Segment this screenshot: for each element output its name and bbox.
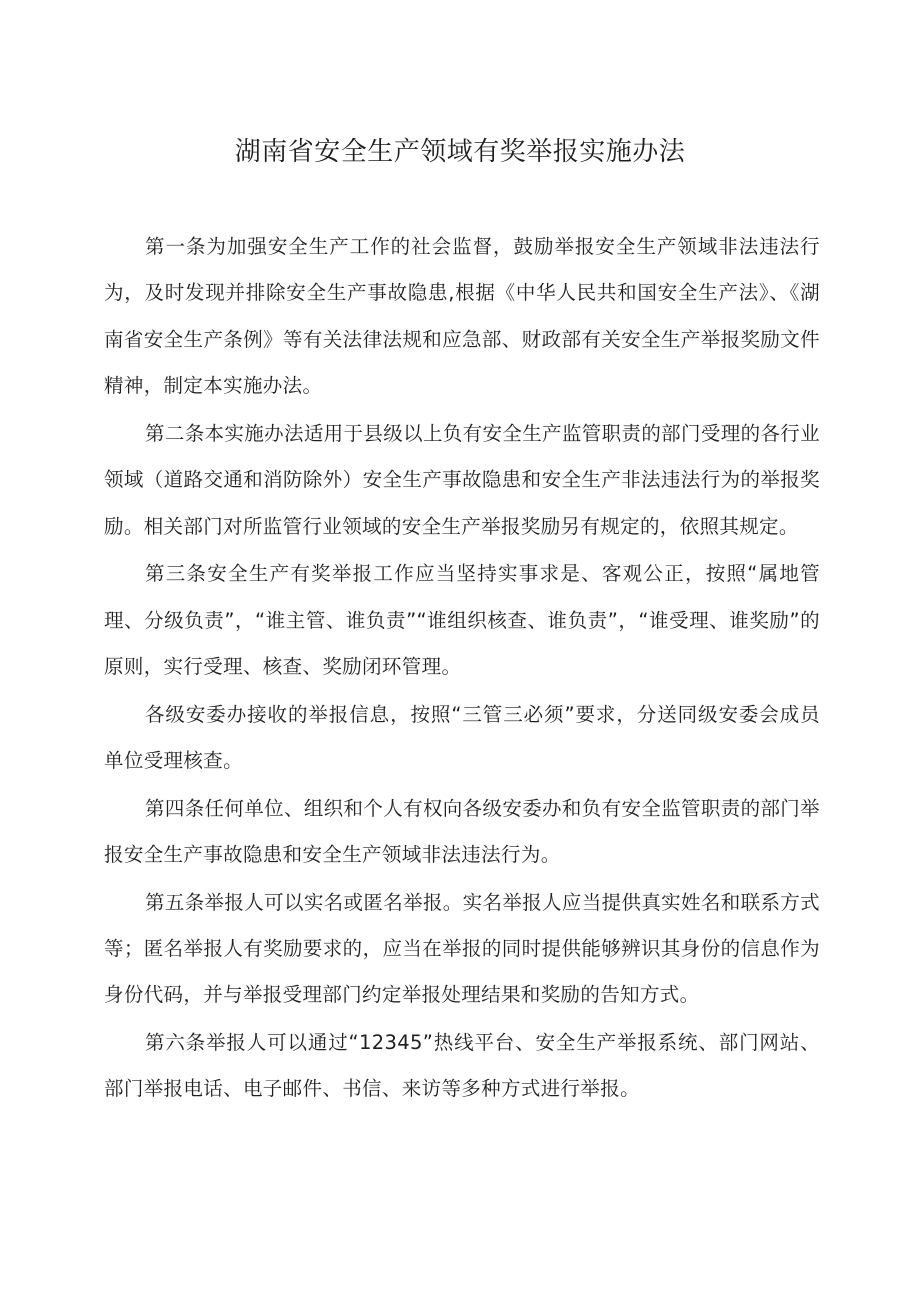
paragraph-article-1: 第一条为加强安全生产工作的社会监督，鼓励举报安全生产领域非法违法行为，及时发现并排除安全生产事故隐患,根据《中华人民共和国安全生产法》、《湖南省安全生产条例》等有关法律法规和应急部、财政部有关安全生产举报奖励文件精神，制定本实施办法。 <box>104 235 820 398</box>
document-title: 湖南省安全生产领域有奖举报实施办法 <box>234 137 686 167</box>
paragraph-article-3: 第三条安全生产有奖举报工作应当坚持实事求是、客观公正，按照“属地管理、分级负责”，“谁主管、谁负责”“谁组织核查、谁负责”，“谁受理、谁奖励”的原则，实行受理、核查、奖励闭环管理。 <box>104 562 820 679</box>
paragraph-article-4: 第四条任何单位、组织和个人有权向各级安委办和负有安全监管职责的部门举报安全生产事故隐患和安全生产领域非法违法行为。 <box>104 796 820 867</box>
paragraph-article-5: 第五条举报人可以实名或匿名举报。实名举报人应当提供真实姓名和联系方式等；匿名举报人有奖励要求的，应当在举报的同时提供能够辨识其身份的信息作为身份代码，并与举报受理部门约定举报处理结果和奖励的告知方式。 <box>104 890 820 1007</box>
paragraph-article-2: 第二条本实施办法适用于县级以上负有安全生产监管职责的部门受理的各行业领域（道路交通和消防除外）安全生产事故隐患和安全生产非法违法行为的举报奖励。相关部门对所监管行业领域的安全生产举报奖励另有规定的，依照其规定。 <box>104 421 820 538</box>
document-body <box>104 224 820 1114</box>
paragraph-article-6: 第六条举报人可以通过“12345”热线平台、安全生产举报系统、部门网站、部门举报电话、电子邮件、书信、来访等多种方式进行举报。 <box>104 1031 820 1101</box>
paragraph-article-3-supplement: 各级安委办接收的举报信息，按照“三管三必须”要求，分送同级安委会成员单位受理核查。 <box>104 702 820 773</box>
